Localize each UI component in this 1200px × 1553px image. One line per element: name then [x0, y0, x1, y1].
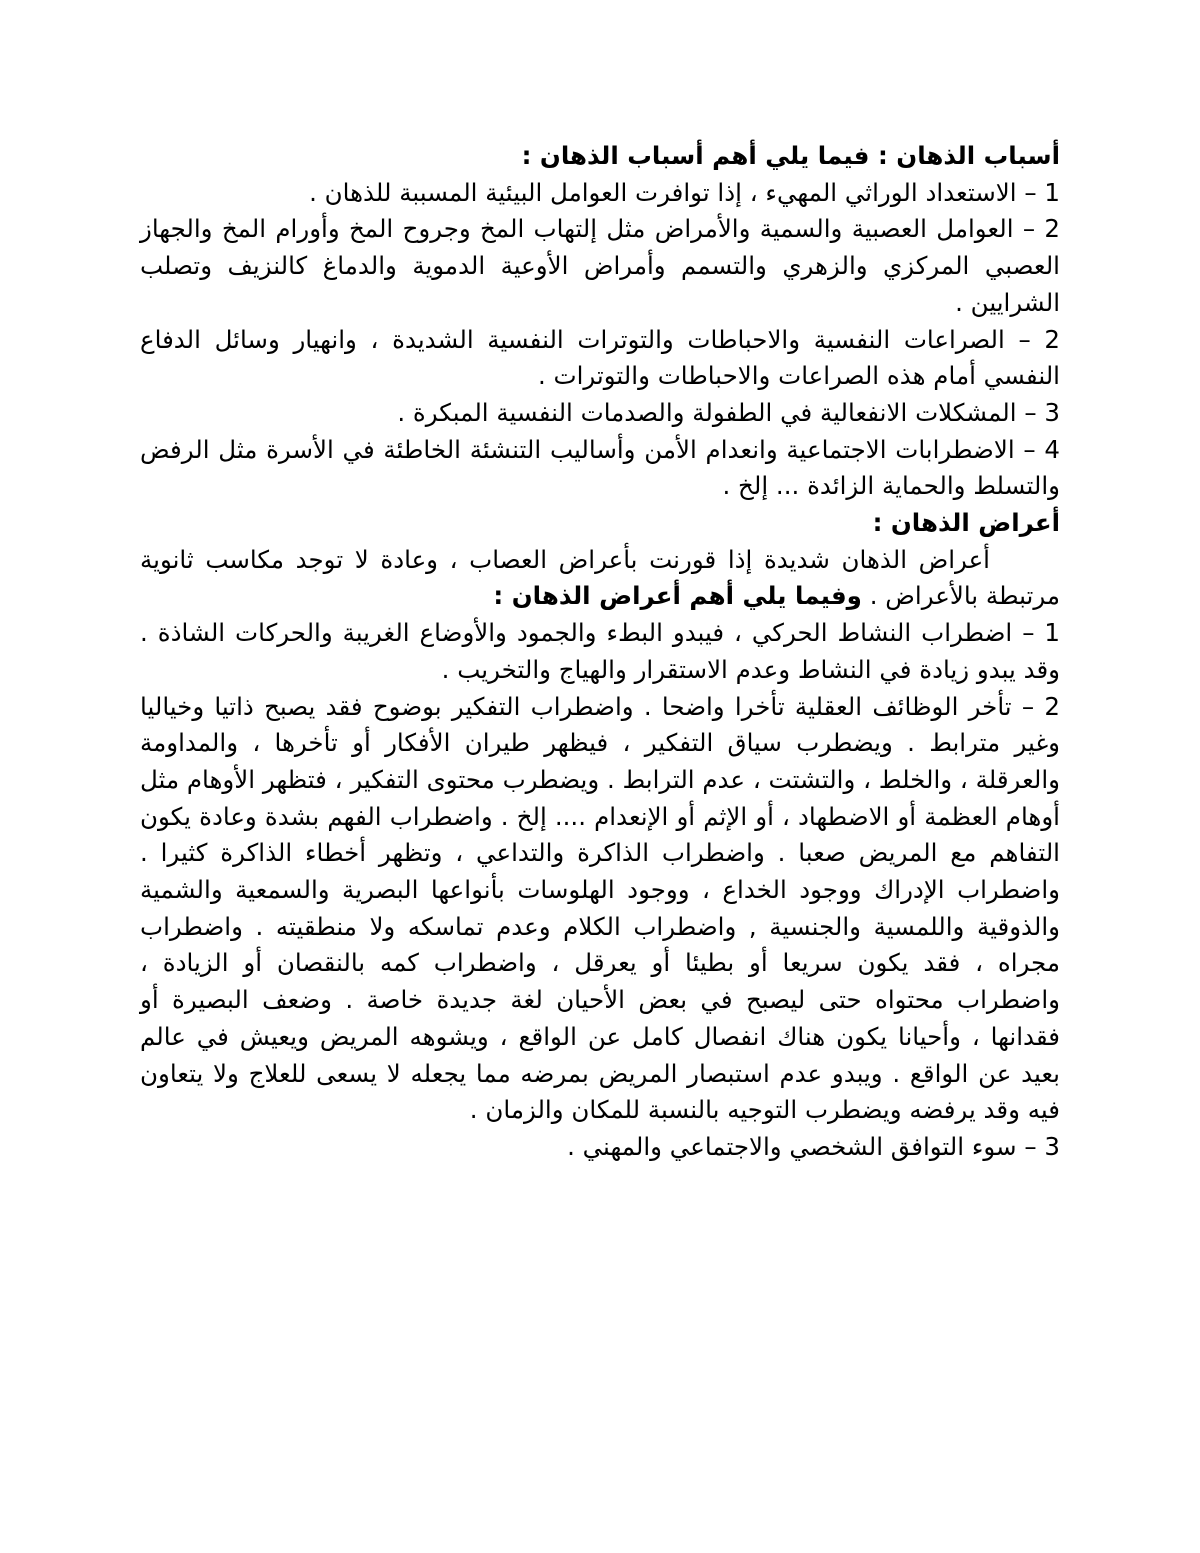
symptoms-heading: أعراض الذهان :	[872, 508, 1060, 538]
symptoms-intro-text: أعراض الذهان شديدة إذا قورنت بأعراض العصاب ، وعادة لا توجد مكاسب ثانوية مرتبطة بالأعراض .	[140, 544, 1060, 611]
cause-item: 4 – الاضطرابات الاجتماعية وانعدام الأمن وأساليب التنشئة الخاطئة في الأسرة مثل الرفض والتسلط والحماية الزائدة ... إلخ .	[140, 434, 1060, 501]
symptom-item: 3 – سوء التوافق الشخصي والاجتماعي والمهني .	[567, 1131, 1060, 1161]
symptom-item: 1 – اضطراب النشاط الحركي ، فيبدو البطء والجمود والأوضاع الغريبة والحركات الشاذة . وقد يبدو زيادة في النشاط وعدم الاستقرار والهياج والتخريب .	[140, 618, 1060, 684]
cause-item: 2 – العوامل العصبية والسمية والأمراض مثل إلتهاب المخ وجروح المخ وأورام المخ والجهاز العصبي المركزي والزهري والتسمم وأمراض الأوعية الدموية والدماغ كالنزيف وتصلب الشرايين .	[140, 214, 1060, 317]
cause-item: 3 – المشكلات الانفعالية في الطفولة والصدمات النفسية المبكرة .	[397, 397, 1060, 427]
document-page	[140, 138, 1060, 1166]
symptom-item: 2 – تأخر الوظائف العقلية تأخرا واضحا . واضطراب التفكير بوضوح فقد يصبح ذاتيا وخياليا وغير مترابط . ويضطرب سياق التفكير ، فيظهر طيران الأفكار أو تأخرها ، والمداومة والعرقلة ، والخلط ، والتشتت ، عدم الترابط . ويضطرب محتوى التفكير ، فتظهر الأوهام مثل أوهام العظمة أو الاضطهاد ، أو الإثم أو الإنعدام .... إلخ . واضطراب الفهم بشدة وعادة يكون التفاهم مع المريض صعبا . واضطراب الذاكرة والتداعي ، وتظهر أخطاء الذاكرة كثيرا . واضطراب الإدراك ووجود الخداع ، ووجود الهلوسات بأنواعها البصرية والسمعية والشمية والذوقية واللمسية والجنسية , واضطراب الكلام وعدم تماسكه ولا منطقيته . واضطراب مجراه ، فقد يكون سريعا أو بطيئا أو يعرقل ، واضطراب كمه بالنقصان أو الزيادة ، واضطراب محتواه حتى ليصبح في بعض الأحيان لغة جديدة خاصة . وضعف البصيرة أو فقدانها ، وأحيانا يكون هناك انفصال كامل عن الواقع ، ويشوهه المريض ويعيش في عالم بعيد عن الواقع . ويبدو عدم استبصار المريض بمرضه مما يجعله لا يسعى للعلاج ولا يتعاون فيه وقد يرفضه ويضطرب التوجيه بالنسبة للمكان والزمان .	[140, 691, 1060, 1125]
symptoms-intro-bold: وفيما يلي أهم أعراض الذهان :	[493, 581, 862, 611]
cause-item: 2 – الصراعات النفسية والاحباطات والتوترات النفسية الشديدة ، وانهيار وسائل الدفاع النفسي أمام هذه الصراعات والاحباطات والتوترات .	[140, 324, 1060, 391]
cause-item: 1 – الاستعداد الوراثي المهيء ، إذا توافرت العوامل البيئية المسببة للذهان .	[309, 177, 1060, 207]
causes-heading: أسباب الذهان : فيما يلي أهم أسباب الذهان :	[521, 141, 1060, 170]
symptoms-intro-paragraph	[140, 542, 1060, 615]
